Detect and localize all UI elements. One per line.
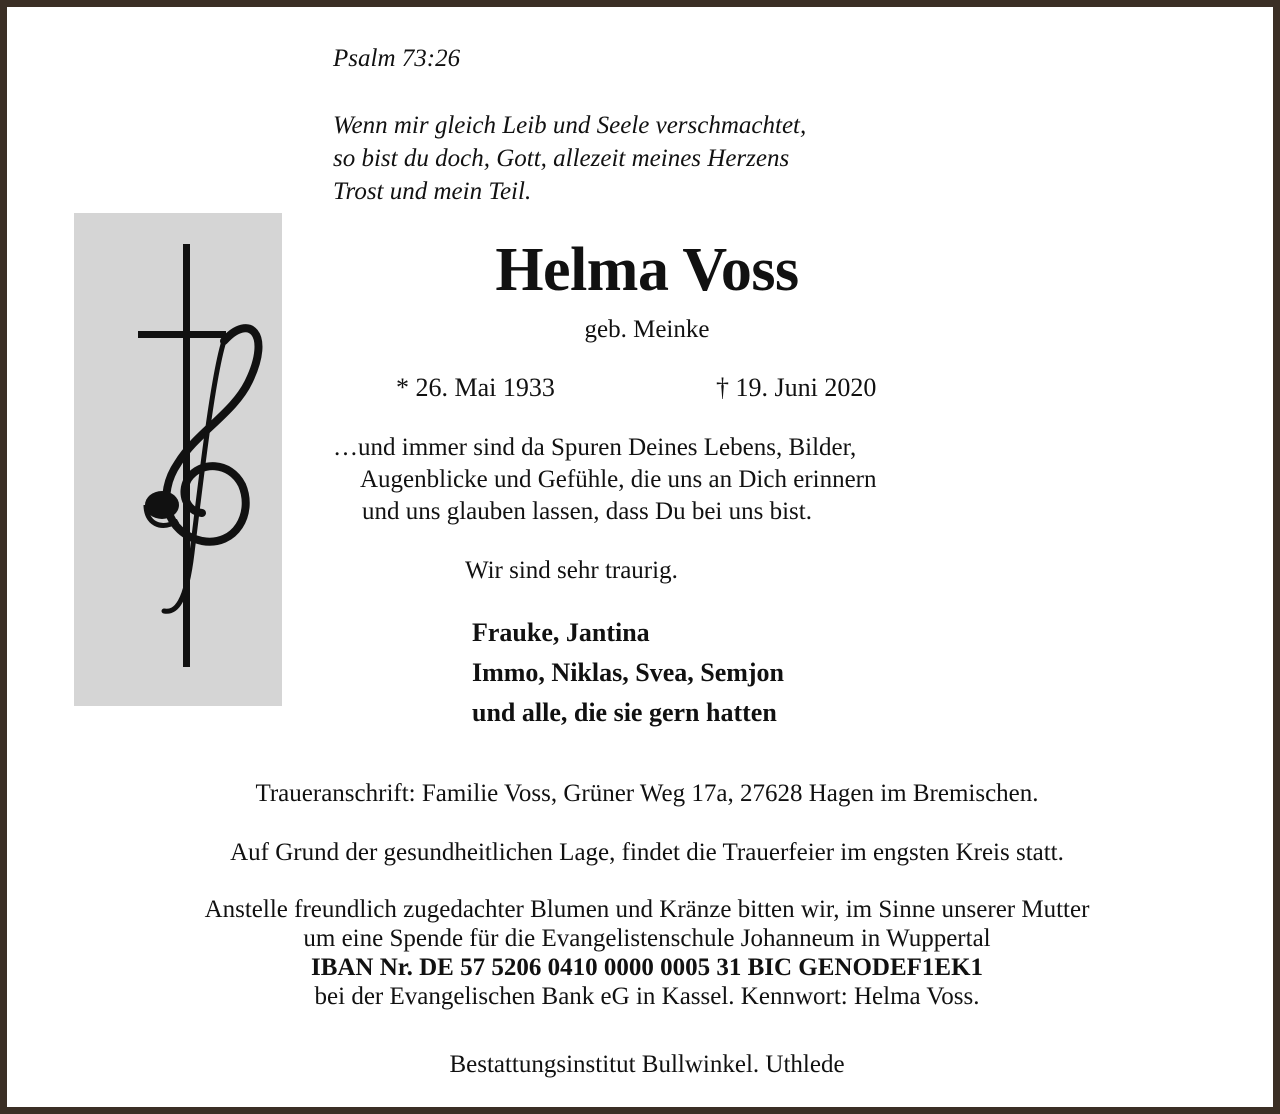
birth-date: * 26. Mai 1933 — [396, 373, 555, 402]
donation-line: bei der Evangelischen Bank eG in Kassel. Kennwort: Helma Voss. — [314, 983, 980, 1010]
family-line: Frauke, Jantina — [472, 618, 650, 647]
funeral-notice: Auf Grund der gesundheitlichen Lage, findet die Trauerfeier im engsten Kreis statt. — [230, 839, 1064, 866]
family-line: Immo, Niklas, Svea, Semjon — [472, 658, 785, 687]
psalm-quote — [333, 109, 806, 208]
undertaker: Bestattungsinstitut Bullwinkel. Uthlede — [449, 1051, 845, 1078]
poem-line: Augenblicke und Gefühle, die uns an Dich erinnern — [360, 466, 877, 493]
psalm-line: so bist du doch, Gott, allezeit meines Herzens — [333, 145, 790, 172]
bank-details: IBAN Nr. DE 57 5206 0410 0000 0005 31 BIC GENODEF1EK1 — [310, 954, 984, 981]
family-list — [472, 613, 784, 733]
death-date: † 19. Juni 2020 — [716, 373, 877, 402]
poem-line: und uns glauben lassen, dass Du bei uns bist. — [362, 498, 812, 525]
maiden-name: geb. Meinke — [584, 316, 710, 343]
psalm-reference: Psalm 73:26 — [333, 45, 461, 72]
family-line: und alle, die sie gern hatten — [472, 698, 777, 727]
psalm-line: Trost und mein Teil. — [333, 178, 532, 205]
deceased-name: Helma Voss — [495, 236, 799, 304]
psalm-line: Wenn mir gleich Leib und Seele verschmachtet, — [333, 112, 807, 139]
donation-line: Anstelle freundlich zugedachter Blumen und Kränze bitten wir, im Sinne unserer Mutter — [204, 896, 1090, 923]
poem-line: …und immer sind da Spuren Deines Lebens, Bilder, — [333, 434, 857, 461]
donation-request — [7, 895, 1280, 1011]
donation-line: um eine Spende für die Evangelistenschule Johanneum in Wuppertal — [303, 925, 991, 952]
mourning-address: Traueranschrift: Familie Voss, Grüner Weg 17a, 27628 Hagen im Bremischen. — [255, 780, 1039, 807]
mourning-line: Wir sind sehr traurig. — [465, 557, 678, 584]
